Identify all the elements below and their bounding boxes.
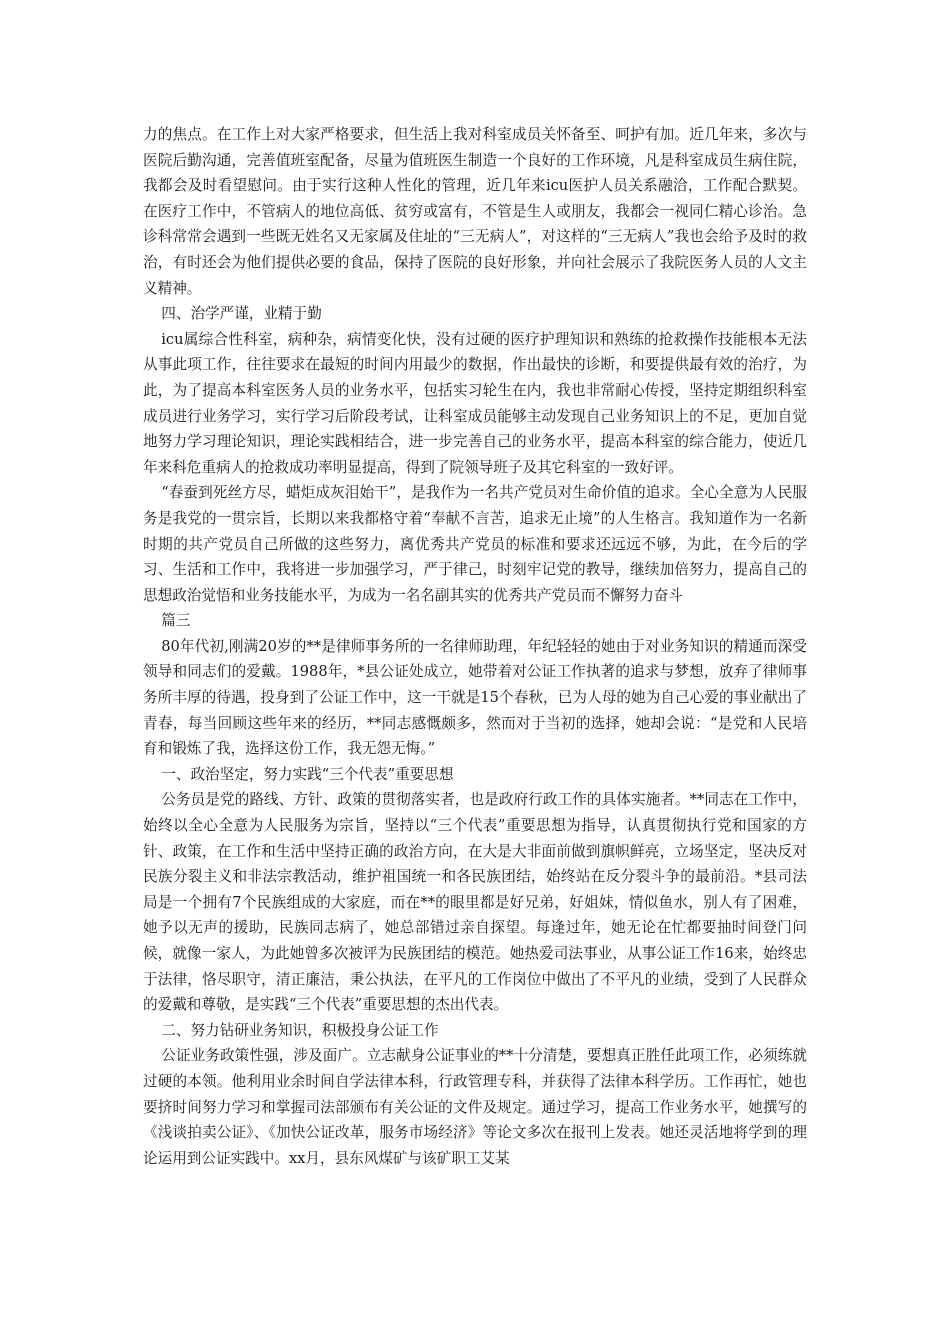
section-heading-2: 二、努力钻研业务知识，积极投身公证工作: [161, 1021, 439, 1039]
paragraph-business-study: 公证业务政策性强，涉及面广。立志献身公证事业的**十分清楚，要想真正胜任此项工作，必须练就过硬的本领。他利用业余时间自学法律本科，行政管理专科，并获得了法律本科学历。工作再忙，她也要挤时间努力学习和掌握司法部颁布有关公证的文件及规定。通过学习，提高工作业务水平，她撰写的《浅谈拍卖公证》、《加快公证改革，服务市场经济》等论文多次在报刊上发表。她还灵活地将学到的理论运用到公证实践中。xx月，县东风煤矿与该矿职工艾某: [143, 1047, 807, 1167]
section-heading-4: 四、治学严谨，业精于勤: [161, 305, 322, 323]
document-body: [143, 122, 807, 1171]
chapter-heading-3: 篇三: [161, 612, 191, 630]
paragraph-political: 公务员是党的路线、方针、政策的贯彻落实者，也是政府行政工作的具体实施者。**同志在工作中，始终以全心全意为人民服务为宗旨，坚持以“三个代表”重要思想为指导，认真贯彻执行党和国家的方针、政策，在工作和生活中坚持正确的政治方向，在大是大非面前做到旗帜鲜亮，立场坚定，坚决反对民族分裂主义和非法宗教活动，维护祖国统一和各民族团结，始终站在反分裂斗争的最前沿。*县司法局是一个拥有7个民族组成的大家庭，而在**的眼里都是好兄弟，好姐妹，情似鱼水，别人有了困难，她予以无声的援助，民族同志病了，她总部错过亲自探望。每逢过年，她无论在忙都要抽时间登门问候，就像一家人，为此她曾多次被评为民族团结的模范。她热爱司法事业，从事公证工作16来，始终忠于法律，恪尽职守，清正廉洁，秉公执法，在平凡的工作岗位中做出了不平凡的业绩，受到了人民群众的爱戴和尊敬，是实践“三个代表”重要思想的杰出代表。: [143, 791, 807, 1014]
paragraph-party-member: “春蚕到死丝方尽，蜡炬成灰泪始干”，是我作为一名共产党员对生命价值的追求。全心全意为人民服务是我党的一贯宗旨，长期以来我都格守着“奉献不言苦，追求无止境”的人生格言。我知道作为一名新时期的共产党员自己所做的这些努力，离优秀共产党员的标准和要求还远远不够，为此，在今后的学习、生活和工作中，我将进一步加强学习，严于律己，时刻牢记党的教导，继续加倍努力，提高自己的思想政治觉悟和业务技能水平，为成为一名名副其实的优秀共产党员而不懈努力奋斗: [143, 484, 807, 604]
paragraph-icu-study: icu属综合性科室，病种杂，病情变化快，没有过硬的医疗护理知识和熟练的抢救操作技能根本无法从事此项工作，往往要求在最短的时间内用最少的数据，作出最快的诊断，和要提供最有效的治疗，为此，为了提高本科室医务人员的业务水平，包括实习轮生在内，我也非常耐心传授，坚持定期组织科室成员进行业务学习，实行学习后阶段考试，让科室成员能够主动发现自己业务知识上的不足，更加自觉地努力学习理论知识，理论实践相结合，进一步完善自己的业务水平，提高本科室的综合能力，使近几年来科危重病人的抢救成功率明显提高，得到了院领导班子及其它科室的一致好评。: [143, 330, 807, 476]
paragraph-icu-management: 力的焦点。在工作上对大家严格要求，但生活上我对科室成员关怀备至、呵护有加。近几年来，多次与医院后勤沟通，完善值班室配备，尽量为值班医生制造一个良好的工作环境，凡是科室成员生病住院，我都会及时看望慰问。由于实行这种人性化的管理，近几年来icu医护人员关系融洽，工作配合默契。在医疗工作中，不管病人的地位高低、贫穷或富有，不管是生人或朋友，我都会一视同仁精心诊治。急诊科常常会遇到一些既无姓名又无家属及住址的“三无病人”，对这样的“三无病人”我也会给予及时的救治，有时还会为他们提供必要的食品，保持了医院的良好形象，并向社会展示了我院医务人员的人文主义精神。: [143, 126, 807, 297]
paragraph-notary-intro: 80年代初,刚满20岁的**是律师事务所的一名律师助理，年纪轻轻的她由于对业务知识的精通而深受领导和同志们的爱戴。1988年，*县公证处成立，她带着对公证工作执著的追求与梦想，放弃了律师事务所丰厚的待遇，投身到了公证工作中，这一干就是15个春秋，已为人母的她为自己心爱的事业献出了青春，每当回顾这些年来的经历，**同志感慨颇多，然而对于当初的选择，她却会说：“是党和人民培育和锻炼了我，选择这份工作，我无怨无悔。”: [143, 637, 807, 758]
section-heading-1: 一、政治坚定，努力实践“三个代表”重要思想: [161, 765, 454, 783]
